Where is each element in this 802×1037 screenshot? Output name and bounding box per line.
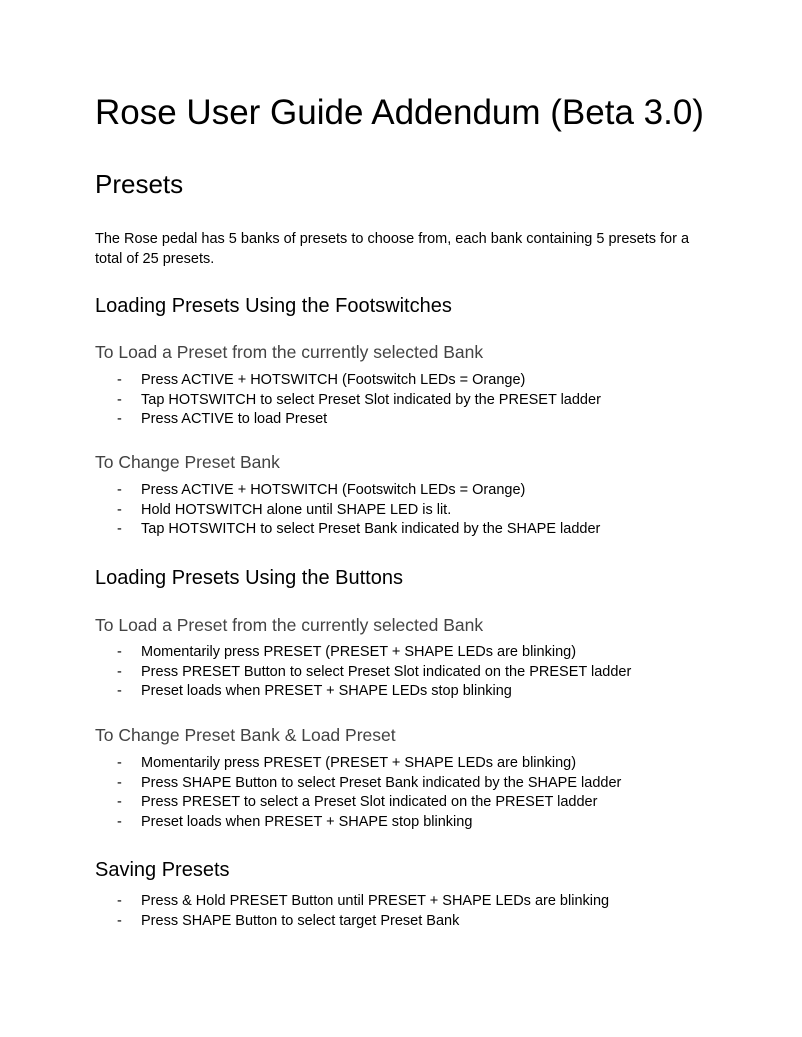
presets-heading: Presets (95, 169, 184, 199)
list-item-text: Press SHAPE Button to select Preset Bank indicated by the SHAPE ladder (141, 774, 622, 791)
list-item (95, 892, 609, 912)
list-item (95, 520, 600, 540)
footswitches-bank-heading: To Change Preset Bank (95, 452, 280, 472)
list-item-text: Press PRESET to select a Preset Slot indicated on the PRESET ladder (141, 794, 598, 810)
saving-steps (95, 892, 609, 931)
list-item-text: Momentarily press PRESET (PRESET + SHAPE LEDs are blinking) (141, 644, 577, 660)
list-item-text: Press ACTIVE + HOTSWITCH (Footswitch LEDs = Orange) (141, 372, 526, 388)
list-item-text: Press ACTIVE to load Preset (141, 411, 328, 427)
list-item-text: Press & Hold PRESET Button until PRESET + SHAPE LEDs are blinking (141, 893, 610, 909)
list-item (95, 481, 600, 501)
list-item (95, 774, 621, 794)
presets-intro: The Rose pedal has 5 banks of presets to choose from, each bank containing 5 presets for a total of 25 presets. (95, 231, 690, 267)
buttons-load-heading: To Load a Preset from the currently selected Bank (95, 615, 484, 635)
list-item (95, 410, 601, 430)
list-item-text: Tap HOTSWITCH to select Preset Slot indicated by the PRESET ladder (141, 391, 601, 408)
list-item (95, 754, 621, 774)
bullet-dash: - (117, 372, 122, 388)
bullet-dash: - (117, 482, 122, 498)
list-item (95, 501, 600, 521)
list-item-text: Momentarily press PRESET (PRESET + SHAPE LEDs are blinking) (141, 755, 577, 771)
list-item (95, 682, 631, 702)
list-item (95, 391, 601, 411)
list-item (95, 643, 631, 663)
list-item-text: Tap HOTSWITCH to select Preset Bank indicated by the SHAPE ladder (141, 521, 601, 537)
buttons-bank-steps (95, 754, 621, 832)
list-item (95, 912, 609, 932)
bullet-dash: - (117, 644, 122, 660)
bullet-dash: - (117, 501, 122, 518)
list-item-text: Press ACTIVE + HOTSWITCH (Footswitch LEDs = Orange) (141, 482, 526, 498)
footswitches-bank-steps (95, 481, 600, 540)
bullet-dash: - (117, 391, 122, 408)
footswitches-load-heading: To Load a Preset from the currently selected Bank (95, 342, 484, 362)
bullet-dash: - (117, 893, 122, 909)
bullet-dash: - (117, 794, 122, 810)
bullet-dash: - (117, 755, 122, 771)
bullet-dash: - (117, 774, 122, 791)
footswitches-heading: Loading Presets Using the Footswitches (95, 295, 452, 317)
buttons-bank-heading: To Change Preset Bank & Load Preset (95, 725, 396, 745)
list-item-text: Preset loads when PRESET + SHAPE stop blinking (141, 813, 473, 830)
saving-heading: Saving Presets (95, 859, 230, 881)
bullet-dash: - (117, 411, 122, 427)
list-item-text: Hold HOTSWITCH alone until SHAPE LED is lit. (141, 501, 452, 518)
buttons-load-steps (95, 643, 631, 702)
list-item (95, 793, 621, 813)
list-item (95, 813, 621, 833)
bullet-dash: - (117, 683, 122, 699)
list-item-text: Press SHAPE Button to select target Preset Bank (141, 912, 460, 929)
document-title: Rose User Guide Addendum (Beta 3.0) (95, 93, 704, 132)
buttons-heading: Loading Presets Using the Buttons (95, 567, 403, 589)
bullet-dash: - (117, 521, 122, 537)
list-item-text: Preset loads when PRESET + SHAPE LEDs stop blinking (141, 683, 512, 699)
bullet-dash: - (117, 912, 122, 929)
list-item-text: Press PRESET Button to select Preset Slot indicated on the PRESET ladder (141, 663, 632, 680)
list-item (95, 663, 631, 683)
list-item (95, 371, 601, 391)
footswitches-load-steps (95, 371, 601, 430)
bullet-dash: - (117, 813, 122, 830)
bullet-dash: - (117, 663, 122, 680)
